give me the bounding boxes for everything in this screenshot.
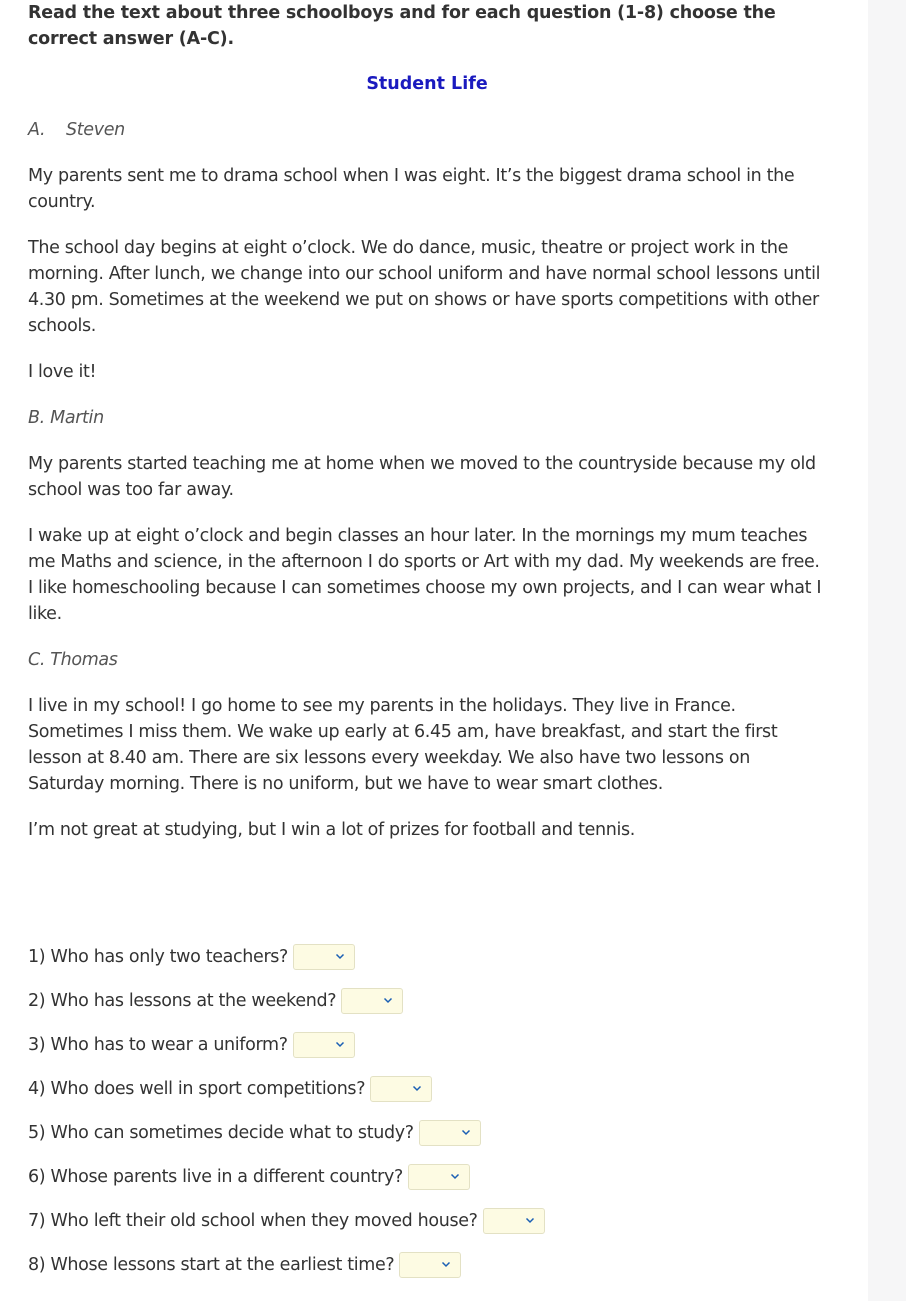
question-text: 4) Who does well in sport competitions? [28,1079,366,1099]
section-b-paragraph-2: I wake up at eight o’clock and begin classes an hour later. In the mornings my mum teaches me Maths and science, in the afternoon I do sports or Art with my dad. My weekends are free. I like homeschooling because I can sometimes choose my own projects, and I can wear what I like. [28,526,822,624]
answer-dropdown[interactable] [293,944,355,970]
question-text: 7) Who left their old school when they moved house? [28,1211,478,1231]
answer-dropdown[interactable] [399,1252,461,1278]
question-text: 5) Who can sometimes decide what to study? [28,1123,414,1143]
answer-dropdown[interactable] [483,1208,545,1234]
question-row [28,1075,828,1103]
chevron-down-icon [411,1082,423,1094]
question-row [28,1207,828,1235]
section-b-name: B. Martin [28,408,104,428]
question-row [28,1251,828,1279]
chevron-down-icon [524,1214,536,1226]
question-row [28,1163,828,1191]
question-text: 1) Who has only two teachers? [28,947,288,967]
section-a-paragraph-2: The school day begins at eight o’clock. We do dance, music, theatre or project work in the morning. After lunch, we change into our school uniform and have normal school lessons until 4.30 pm. Sometimes at the weekend we put on shows or have sports competitions with other schools. [28,238,821,336]
instructions: Read the text about three schoolboys and for each question (1-8) choose the correct answer (A-C). [28,3,776,49]
reading-passage [28,0,828,843]
question-row [28,987,828,1015]
section-b-paragraph-1: My parents started teaching me at home when we moved to the countryside because my old school was too far away. [28,454,816,500]
section-c-paragraph-1: I live in my school! I go home to see my parents in the holidays. They live in France. Sometimes I miss them. We wake up early at 6.45 am, have breakfast, and start the first lesson at 8.40 am. There are six lessons every weekday. We also have two lessons on Saturday morning. There is no uniform, but we have to wear smart clothes. [28,696,778,794]
section-a-paragraph-1: My parents sent me to drama school when I was eight. It’s the biggest drama school in the country. [28,166,795,212]
answer-dropdown[interactable] [293,1032,355,1058]
chevron-down-icon [382,994,394,1006]
passage-title: Student Life [366,74,488,94]
section-c-name: C. Thomas [28,650,118,670]
answer-dropdown[interactable] [408,1164,470,1190]
question-row [28,1119,828,1147]
chevron-down-icon [460,1126,472,1138]
chevron-down-icon [449,1170,461,1182]
chevron-down-icon [334,950,346,962]
chevron-down-icon [334,1038,346,1050]
section-c-paragraph-2: I’m not great at studying, but I win a lot of prizes for football and tennis. [28,820,636,840]
answer-dropdown[interactable] [341,988,403,1014]
question-text: 6) Whose parents live in a different country? [28,1167,403,1187]
question-list [28,943,828,1295]
question-text: 2) Who has lessons at the weekend? [28,991,337,1011]
section-a-name: A. Steven [28,120,125,140]
question-text: 3) Who has to wear a uniform? [28,1035,288,1055]
answer-dropdown[interactable] [370,1076,432,1102]
question-row [28,1031,828,1059]
chevron-down-icon [440,1258,452,1270]
question-row [28,943,828,971]
section-a-paragraph-3: I love it! [28,362,97,382]
question-text: 8) Whose lessons start at the earliest time? [28,1255,395,1275]
right-panel-strip [868,0,906,1301]
answer-dropdown[interactable] [419,1120,481,1146]
